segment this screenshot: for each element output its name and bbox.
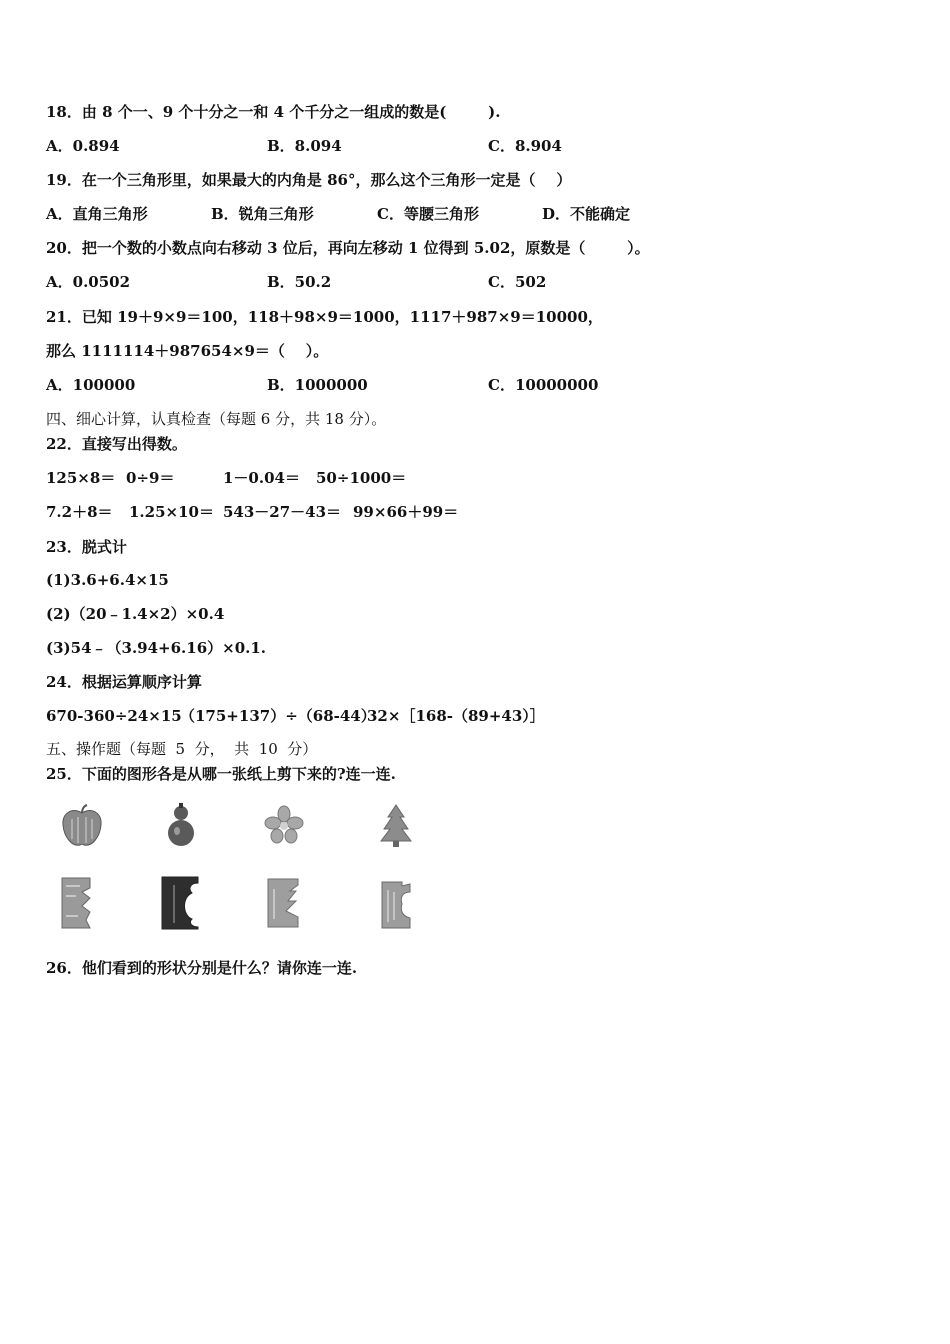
tree-shape[interactable] [378, 803, 414, 849]
q22-expr-6: 1.25×10＝ [129, 503, 214, 521]
gourd-shape[interactable] [162, 801, 200, 849]
paper-leaf-cut[interactable] [60, 876, 96, 930]
flower-shape[interactable] [262, 805, 306, 845]
q21-option-b[interactable]: B．1000000 [267, 376, 368, 394]
q24-item-1: 670-360÷24×15 [46, 707, 182, 725]
section-4-heading: 四、细心计算，认真检查（每题 6 分，共 18 分）。 [46, 410, 387, 428]
q20-option-b[interactable]: B．50.2 [267, 273, 332, 291]
q18-option-b[interactable]: B．8.094 [267, 137, 342, 155]
q19-option-c[interactable]: C．等腰三角形 [377, 205, 479, 223]
q22-expr-4: 50÷1000＝ [316, 469, 407, 487]
q19-option-b[interactable]: B．锐角三角形 [211, 205, 314, 223]
section-5-heading: 五、操作题（每题 5 分， 共 10 分） [46, 740, 318, 758]
q23-item-2: (2)（20﹣1.4×2）×0.4 [46, 605, 225, 623]
q18-stem: 18．由 8 个一、9 个十分之一和 4 个千分之一组成的数是( ). [46, 103, 501, 121]
q18-option-a[interactable]: A．0.894 [46, 137, 120, 155]
q21-stem-continued: 那么 1111114＋987654×9＝（ ）。 [46, 342, 329, 360]
q23-item-1: (1)3.6+6.4×15 [46, 571, 169, 589]
q20-option-a[interactable]: A．0.0502 [46, 273, 131, 291]
q21-stem: 21．已知 19＋9×9＝100，118＋98×9＝1000，1117＋987×9＝10000， [46, 308, 603, 326]
q22-expr-2: 0÷9＝ [126, 469, 175, 487]
q22-expr-1: 125×8＝ [46, 469, 116, 487]
q23-stem: 23．脱式计 [46, 538, 127, 556]
paper-tree-cut[interactable] [266, 877, 302, 929]
q22-expr-3: 1－0.04＝ [223, 469, 300, 487]
apple-shape[interactable] [58, 803, 106, 849]
q19-stem: 19．在一个三角形里，如果最大的内角是 86°，那么这个三角形一定是（ ） [46, 171, 572, 189]
paper-gourd-cut[interactable] [160, 875, 202, 931]
q21-option-a[interactable]: A．100000 [46, 376, 136, 394]
q23-item-3: (3)54﹣（3.94+6.16）×0.1. [46, 639, 267, 657]
q24-stem: 24．根据运算顺序计算 [46, 673, 202, 691]
q24-item-3: 32×［168-（89+43）］ [367, 707, 545, 725]
q22-expr-7: 543－27－43＝ [223, 503, 342, 521]
q22-expr-5: 7.2＋8＝ [46, 503, 113, 521]
q19-option-d[interactable]: D．不能确定 [542, 205, 631, 223]
q22-expr-8: 99×66＋99＝ [353, 503, 459, 521]
q18-option-c[interactable]: C．8.904 [488, 137, 562, 155]
q25-stem: 25．下面的图形各是从哪一张纸上剪下来的?连一连. [46, 765, 396, 783]
q20-stem: 20．把一个数的小数点向右移动 3 位后，再向左移动 1 位得到 5.02，原数是（ ）。 [46, 239, 650, 257]
paper-apple-cut[interactable] [380, 880, 414, 930]
q19-option-a[interactable]: A．直角三角形 [46, 205, 148, 223]
q21-option-c[interactable]: C．10000000 [488, 376, 599, 394]
q22-stem: 22．直接写出得数。 [46, 435, 187, 453]
q24-item-2: （175+137）÷（68-44） [180, 707, 376, 725]
q20-option-c[interactable]: C．502 [488, 273, 547, 291]
q26-stem: 26．他们看到的形状分别是什么？请你连一连. [46, 959, 358, 977]
